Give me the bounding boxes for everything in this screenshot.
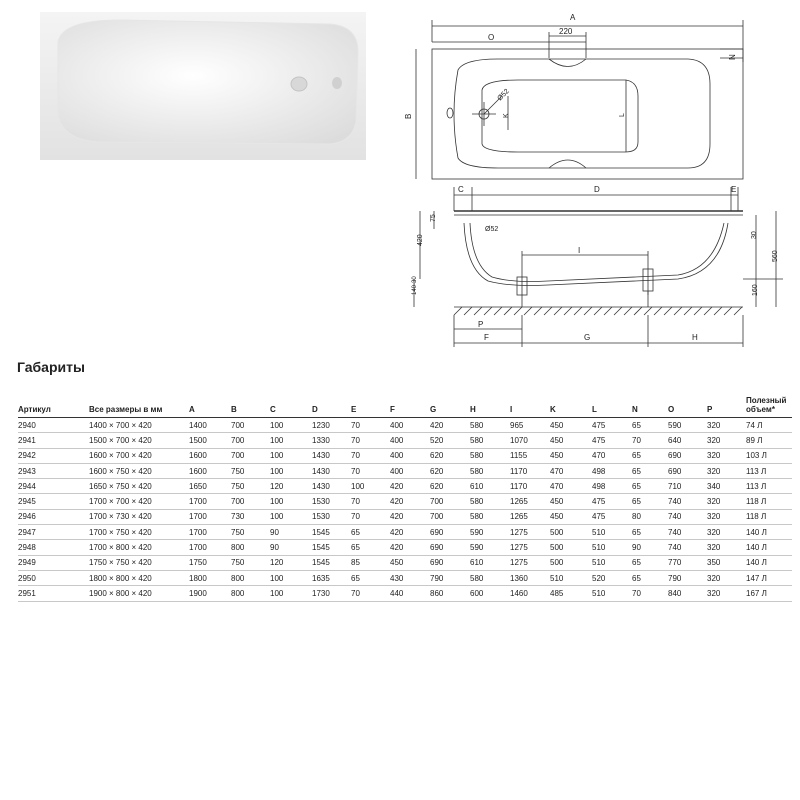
table-cell: 70 (632, 586, 668, 601)
column-header: O (668, 396, 707, 418)
table-cell: 1400 × 700 × 420 (89, 418, 189, 433)
section-label-c: C (458, 185, 464, 194)
table-row (18, 494, 792, 509)
section-label-140: 140-30 (412, 276, 418, 295)
table-cell: 70 (351, 433, 390, 448)
table-cell: 510 (592, 540, 632, 555)
bathtub-photo (40, 12, 366, 160)
table-cell: 690 (430, 555, 470, 570)
table-cell: 100 (270, 570, 312, 585)
table-cell: 1900 (189, 586, 231, 601)
table-cell: 85 (351, 555, 390, 570)
table-cell: 1700 (189, 494, 231, 509)
table-cell: 1650 × 750 × 420 (89, 479, 189, 494)
table-cell: 1700 (189, 509, 231, 524)
table-cell: 70 (351, 463, 390, 478)
table-cell: 1530 (312, 494, 351, 509)
table-cell: 1700 × 800 × 420 (89, 540, 189, 555)
plan-label-k: K (503, 113, 510, 118)
column-header: D (312, 396, 351, 418)
table-cell: 100 (270, 433, 312, 448)
table-cell: 400 (390, 418, 430, 433)
table-cell: 167 Л (746, 586, 792, 601)
table-cell: 580 (470, 418, 510, 433)
section-title: Габариты (17, 359, 85, 375)
table-cell: 2942 (18, 448, 89, 463)
section-label-160: 160 (752, 284, 759, 296)
table-cell: 1430 (312, 448, 351, 463)
table-cell: 65 (632, 525, 668, 540)
table-row (18, 540, 792, 555)
table-cell: 1170 (510, 479, 550, 494)
table-cell: 65 (632, 418, 668, 433)
table-cell: 2948 (18, 540, 89, 555)
table-cell: 450 (550, 433, 592, 448)
column-header: Полезный объем* (746, 396, 792, 418)
table-cell: 1430 (312, 463, 351, 478)
plan-drawing (398, 12, 800, 194)
table-cell: 1900 × 800 × 420 (89, 586, 189, 601)
table-cell: 1400 (189, 418, 231, 433)
table-cell: 510 (592, 586, 632, 601)
table-cell: 420 (390, 479, 430, 494)
table-cell: 790 (430, 570, 470, 585)
table-cell: 1230 (312, 418, 351, 433)
table-cell: 147 Л (746, 570, 792, 585)
table-row (18, 448, 792, 463)
table-cell: 800 (231, 570, 270, 585)
table-cell: 450 (550, 448, 592, 463)
table-cell: 70 (351, 448, 390, 463)
table-cell: 90 (270, 525, 312, 540)
table-cell: 620 (430, 463, 470, 478)
table-cell: 1800 (189, 570, 231, 585)
table-cell: 2947 (18, 525, 89, 540)
table-cell: 475 (592, 494, 632, 509)
table-cell: 1070 (510, 433, 550, 448)
table-cell: 580 (470, 448, 510, 463)
column-header: I (510, 396, 550, 418)
table-cell: 700 (231, 448, 270, 463)
plan-label-n: N (728, 54, 737, 60)
table-cell: 2943 (18, 463, 89, 478)
table-cell: 1700 × 730 × 420 (89, 509, 189, 524)
table-cell: 1600 (189, 448, 231, 463)
table-cell: 730 (231, 509, 270, 524)
table-cell: 350 (707, 555, 746, 570)
table-row (18, 479, 792, 494)
column-header: N (632, 396, 668, 418)
section-label-420: 420 (417, 234, 424, 246)
table-row (18, 555, 792, 570)
plan-label-o: O (488, 33, 495, 42)
table-cell: 700 (231, 433, 270, 448)
table-cell: 510 (592, 525, 632, 540)
table-cell: 100 (270, 418, 312, 433)
table-cell: 1430 (312, 479, 351, 494)
table-cell: 118 Л (746, 509, 792, 524)
plan-label-l: L (619, 113, 626, 117)
table-cell: 320 (707, 586, 746, 601)
table-cell: 400 (390, 448, 430, 463)
table-cell: 1500 × 700 × 420 (89, 433, 189, 448)
section-label-h: H (692, 333, 698, 342)
table-cell: 500 (550, 525, 592, 540)
table-cell: 1700 × 750 × 420 (89, 525, 189, 540)
table-cell: 430 (390, 570, 430, 585)
table-cell: 1275 (510, 555, 550, 570)
table-cell: 320 (707, 463, 746, 478)
table-cell: 70 (351, 586, 390, 601)
table-cell: 320 (707, 570, 746, 585)
table-cell: 498 (592, 463, 632, 478)
table-cell: 700 (430, 509, 470, 524)
table-cell: 690 (668, 463, 707, 478)
table-cell: 1265 (510, 509, 550, 524)
plan-label-b: B (404, 113, 413, 119)
table-cell: 1500 (189, 433, 231, 448)
table-cell: 770 (668, 555, 707, 570)
table-cell: 320 (707, 433, 746, 448)
table-cell: 860 (430, 586, 470, 601)
table-cell: 965 (510, 418, 550, 433)
section-drawing (398, 183, 800, 348)
table-cell: 2949 (18, 555, 89, 570)
table-cell: 1545 (312, 540, 351, 555)
plan-label-d52: Ø52 (496, 87, 511, 103)
dimensions-table (18, 396, 792, 602)
table-cell: 74 Л (746, 418, 792, 433)
table-cell: 790 (668, 570, 707, 585)
table-cell: 1545 (312, 525, 351, 540)
table-cell: 740 (668, 494, 707, 509)
table-cell: 2945 (18, 494, 89, 509)
table-cell: 800 (231, 586, 270, 601)
table-cell: 65 (632, 479, 668, 494)
plan-label-220: 220 (559, 27, 573, 36)
table-cell: 420 (390, 494, 430, 509)
table-cell: 700 (231, 494, 270, 509)
table-cell: 510 (550, 570, 592, 585)
table-cell: 420 (390, 540, 430, 555)
table-cell: 700 (231, 418, 270, 433)
table-cell: 520 (430, 433, 470, 448)
table-cell: 750 (231, 525, 270, 540)
table-cell: 450 (550, 509, 592, 524)
table-cell: 70 (351, 494, 390, 509)
column-header: K (550, 396, 592, 418)
table-cell: 2951 (18, 586, 89, 601)
table-cell: 475 (592, 418, 632, 433)
table-cell: 470 (550, 479, 592, 494)
table-cell: 450 (390, 555, 430, 570)
table-cell: 1545 (312, 555, 351, 570)
table-cell: 1650 (189, 479, 231, 494)
section-label-d52: Ø52 (485, 226, 499, 233)
section-label-f: F (484, 333, 489, 342)
column-header: F (390, 396, 430, 418)
section-label-560: 560 (772, 250, 779, 262)
table-cell: 2944 (18, 479, 89, 494)
table-cell: 690 (430, 525, 470, 540)
table-cell: 620 (430, 479, 470, 494)
column-header: H (470, 396, 510, 418)
table-row (18, 463, 792, 478)
table-cell: 750 (231, 479, 270, 494)
table-cell: 100 (270, 586, 312, 601)
table-cell: 500 (550, 555, 592, 570)
table-cell: 740 (668, 540, 707, 555)
table-cell: 420 (430, 418, 470, 433)
table-cell: 470 (592, 448, 632, 463)
column-header: E (351, 396, 390, 418)
table-cell: 610 (470, 555, 510, 570)
table-cell: 1750 (189, 555, 231, 570)
section-label-d: D (594, 185, 600, 194)
table-cell: 475 (592, 433, 632, 448)
table-cell: 498 (592, 479, 632, 494)
table-cell: 510 (592, 555, 632, 570)
table-cell: 470 (550, 463, 592, 478)
column-header: P (707, 396, 746, 418)
table-cell: 65 (632, 555, 668, 570)
table-cell: 590 (470, 540, 510, 555)
table-cell: 1460 (510, 586, 550, 601)
table-cell: 620 (430, 448, 470, 463)
table-row (18, 509, 792, 524)
table-cell: 2941 (18, 433, 89, 448)
table-row (18, 418, 792, 433)
table-cell: 400 (390, 463, 430, 478)
table-cell: 140 Л (746, 555, 792, 570)
table-cell: 440 (390, 586, 430, 601)
table-cell: 840 (668, 586, 707, 601)
table-cell: 1700 (189, 540, 231, 555)
table-cell: 113 Л (746, 463, 792, 478)
table-row (18, 433, 792, 448)
column-header: C (270, 396, 312, 418)
table-cell: 580 (470, 494, 510, 509)
column-header: B (231, 396, 270, 418)
table-row (18, 586, 792, 601)
table-cell: 1800 × 800 × 420 (89, 570, 189, 585)
table-cell: 320 (707, 525, 746, 540)
table-cell: 580 (470, 433, 510, 448)
column-header: L (592, 396, 632, 418)
section-label-30: 30 (751, 231, 758, 239)
table-cell: 420 (390, 509, 430, 524)
table-cell: 700 (430, 494, 470, 509)
table-cell: 103 Л (746, 448, 792, 463)
table-cell: 65 (351, 540, 390, 555)
table-cell: 580 (470, 570, 510, 585)
table-cell: 100 (270, 494, 312, 509)
table-cell: 1730 (312, 586, 351, 601)
column-header: Артикул (18, 396, 89, 418)
table-cell: 710 (668, 479, 707, 494)
table-cell: 1275 (510, 525, 550, 540)
table-cell: 690 (668, 448, 707, 463)
table-cell: 70 (632, 433, 668, 448)
table-cell: 70 (351, 418, 390, 433)
plan-label-a: A (570, 13, 576, 22)
table-cell: 750 (231, 555, 270, 570)
table-cell: 1600 × 750 × 420 (89, 463, 189, 478)
table-row (18, 570, 792, 585)
table-cell: 590 (470, 525, 510, 540)
table-cell: 450 (550, 494, 592, 509)
table-cell: 1155 (510, 448, 550, 463)
table-cell: 140 Л (746, 525, 792, 540)
table-cell: 1600 (189, 463, 231, 478)
table-cell: 65 (351, 570, 390, 585)
table-cell: 65 (632, 494, 668, 509)
table-cell: 65 (632, 448, 668, 463)
column-header: Все размеры в мм (89, 396, 189, 418)
table-cell: 1635 (312, 570, 351, 585)
table-cell: 690 (430, 540, 470, 555)
table-cell: 610 (470, 479, 510, 494)
table-cell: 2946 (18, 509, 89, 524)
table-cell: 740 (668, 509, 707, 524)
table-cell: 100 (270, 509, 312, 524)
table-cell: 1700 × 700 × 420 (89, 494, 189, 509)
table-cell: 740 (668, 525, 707, 540)
table-cell: 420 (390, 525, 430, 540)
table-cell: 70 (351, 509, 390, 524)
table-cell: 90 (270, 540, 312, 555)
table-cell: 100 (351, 479, 390, 494)
table-cell: 120 (270, 479, 312, 494)
table-cell: 2950 (18, 570, 89, 585)
table-cell: 100 (270, 448, 312, 463)
table-cell: 90 (632, 540, 668, 555)
section-label-g: G (584, 333, 591, 342)
table-cell: 2940 (18, 418, 89, 433)
table-cell: 340 (707, 479, 746, 494)
table-cell: 1265 (510, 494, 550, 509)
table-cell: 100 (270, 463, 312, 478)
section-label-75: 75 (430, 214, 437, 222)
section-label-e: E (731, 185, 737, 194)
table-cell: 320 (707, 494, 746, 509)
table-cell: 65 (632, 570, 668, 585)
table-cell: 65 (351, 525, 390, 540)
table-cell: 118 Л (746, 494, 792, 509)
table-cell: 485 (550, 586, 592, 601)
table-cell: 1360 (510, 570, 550, 585)
table-row (18, 525, 792, 540)
table-cell: 1530 (312, 509, 351, 524)
table-cell: 1600 × 700 × 420 (89, 448, 189, 463)
table-cell: 320 (707, 509, 746, 524)
table-cell: 1750 × 750 × 420 (89, 555, 189, 570)
column-header: G (430, 396, 470, 418)
table-cell: 450 (550, 418, 592, 433)
table-cell: 1275 (510, 540, 550, 555)
section-label-i: I (578, 246, 581, 255)
table-cell: 500 (550, 540, 592, 555)
table-cell: 140 Л (746, 540, 792, 555)
table-cell: 520 (592, 570, 632, 585)
table-cell: 320 (707, 418, 746, 433)
section-label-p: P (478, 320, 484, 329)
table-cell: 640 (668, 433, 707, 448)
table-cell: 580 (470, 463, 510, 478)
table-cell: 320 (707, 540, 746, 555)
table-cell: 400 (390, 433, 430, 448)
table-cell: 750 (231, 463, 270, 478)
table-cell: 590 (668, 418, 707, 433)
column-header: A (189, 396, 231, 418)
table-cell: 475 (592, 509, 632, 524)
table-cell: 1170 (510, 463, 550, 478)
table-cell: 1700 (189, 525, 231, 540)
table-cell: 89 Л (746, 433, 792, 448)
table-cell: 600 (470, 586, 510, 601)
table-cell: 800 (231, 540, 270, 555)
table-cell: 113 Л (746, 479, 792, 494)
table-cell: 65 (632, 463, 668, 478)
table-header-row (18, 396, 792, 418)
table-cell: 120 (270, 555, 312, 570)
table-cell: 80 (632, 509, 668, 524)
table-cell: 1330 (312, 433, 351, 448)
table-cell: 320 (707, 448, 746, 463)
table-cell: 580 (470, 509, 510, 524)
